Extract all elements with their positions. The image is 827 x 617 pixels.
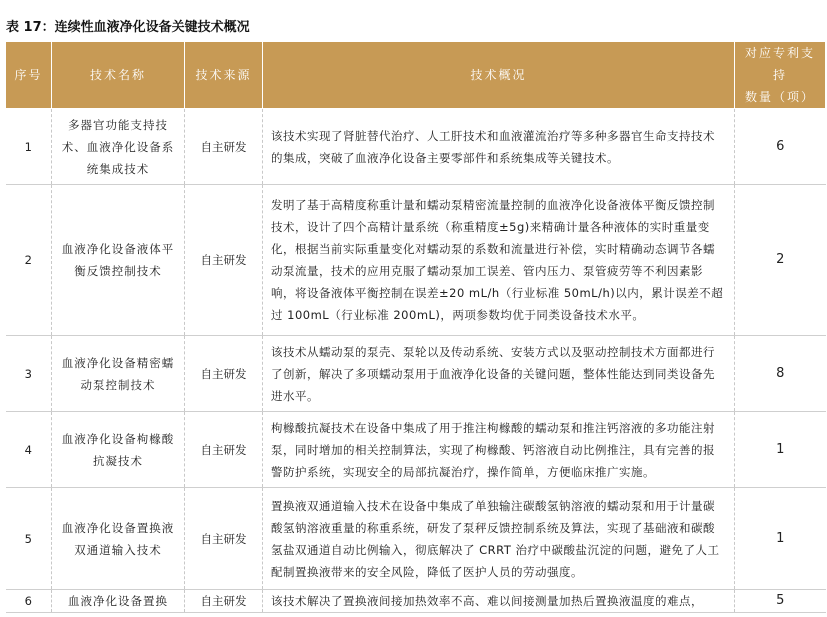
row-index: 4 [6, 412, 52, 488]
row-overview: 发明了基于高精度称重计量和蠕动泵精密流量控制的血液净化设备液体平衡反馈控制技术，设计了四个高精计量系统（称重精度±5g)来精确计量各种液体的实时重量变化，根据当前实际重量变化对蠕动泵的系数和流量进行补偿，实时精确动态调节各蠕动泵流量，技术的应用克服了蠕动泵加工误差、管内压力、泵管疲劳等不利因素影响，将设备液体平衡控制在误差±20 mL/h（行业标准 50mL/h)以内，累计误差不超过 100mL（行业标准 200mL)，两项参数均优于同类设备技术水平。 [263, 185, 735, 336]
row-overview: 该技术解决了置换液间接加热效率不高、难以间接测量加热后置换液温度的难点， [263, 590, 735, 613]
header-patents-line1: 对应专利支持 [744, 46, 815, 82]
row-patents: 8 [735, 336, 826, 412]
row-source: 自主研发 [185, 109, 263, 185]
row-index: 3 [6, 336, 52, 412]
table-row [6, 412, 826, 488]
row-source: 自主研发 [185, 336, 263, 412]
row-overview: 该技术实现了肾脏替代治疗、人工肝技术和血液灌流治疗等多种多器官生命支持技术的集成，突破了血液净化设备主要零部件和系统集成等关键技术。 [263, 109, 735, 185]
header-index: 序号 [6, 42, 52, 109]
table-row [6, 109, 826, 185]
row-name: 血液净化设备精密蠕动泵控制技术 [52, 336, 185, 412]
row-overview: 该技术从蠕动泵的泵壳、泵轮以及传动系统、安装方式以及驱动控制技术方面都进行了创新，解决了多项蠕动泵用于血液净化设备的关键问题，整体性能达到同类设备先进水平。 [263, 336, 735, 412]
header-patents [735, 42, 826, 109]
row-name: 血液净化设备枸橼酸抗凝技术 [52, 412, 185, 488]
row-patents: 6 [735, 109, 826, 185]
row-patents: 5 [735, 590, 826, 613]
row-patents: 1 [735, 488, 826, 590]
row-source: 自主研发 [185, 412, 263, 488]
row-source: 自主研发 [185, 185, 263, 336]
row-index: 5 [6, 488, 52, 590]
row-index: 1 [6, 109, 52, 185]
table-row [6, 590, 826, 613]
row-name: 血液净化设备置换液双通道输入技术 [52, 488, 185, 590]
row-name: 血液净化设备液体平衡反馈控制技术 [52, 185, 185, 336]
row-overview: 置换液双通道输入技术在设备中集成了单独输注碳酸氢钠溶液的蠕动泵和用于计量碳酸氢钠溶液重量的称重系统，研发了泵秤反馈控制系统及算法，实现了基础液和碳酸氢盐双通道自动比例输入，彻底解决了 CRRT 治疗中碳酸盐沉淀的问题，避免了人工配制置换液带来的安全风险，降低了医护人员的劳动强度。 [263, 488, 735, 590]
row-patents: 2 [735, 185, 826, 336]
row-patents: 1 [735, 412, 826, 488]
row-name: 多器官功能支持技术、血液净化设备系统集成技术 [52, 109, 185, 185]
row-overview: 枸橼酸抗凝技术在设备中集成了用于推注枸橼酸的蠕动泵和推注钙溶液的多功能注射泵，同时增加的相关控制算法，实现了枸橼酸、钙溶液自动比例推注，具有完善的报警防护系统，实现安全的局部抗凝治疗，操作简单，方便临床推广实施。 [263, 412, 735, 488]
header-patents-line2: 数量（项） [744, 90, 815, 104]
header-row [6, 42, 826, 109]
table-row [6, 336, 826, 412]
header-overview: 技术概况 [263, 42, 735, 109]
row-source: 自主研发 [185, 488, 263, 590]
row-index: 6 [6, 590, 52, 613]
header-source: 技术来源 [185, 42, 263, 109]
tech-table [5, 41, 826, 613]
row-name: 血液净化设备置换 [52, 590, 185, 613]
header-name: 技术名称 [52, 42, 185, 109]
table-row [6, 185, 826, 336]
row-index: 2 [6, 185, 52, 336]
table-title: 表 17：连续性血液净化设备关键技术概况 [6, 20, 250, 35]
row-source: 自主研发 [185, 590, 263, 613]
table-row [6, 488, 826, 590]
